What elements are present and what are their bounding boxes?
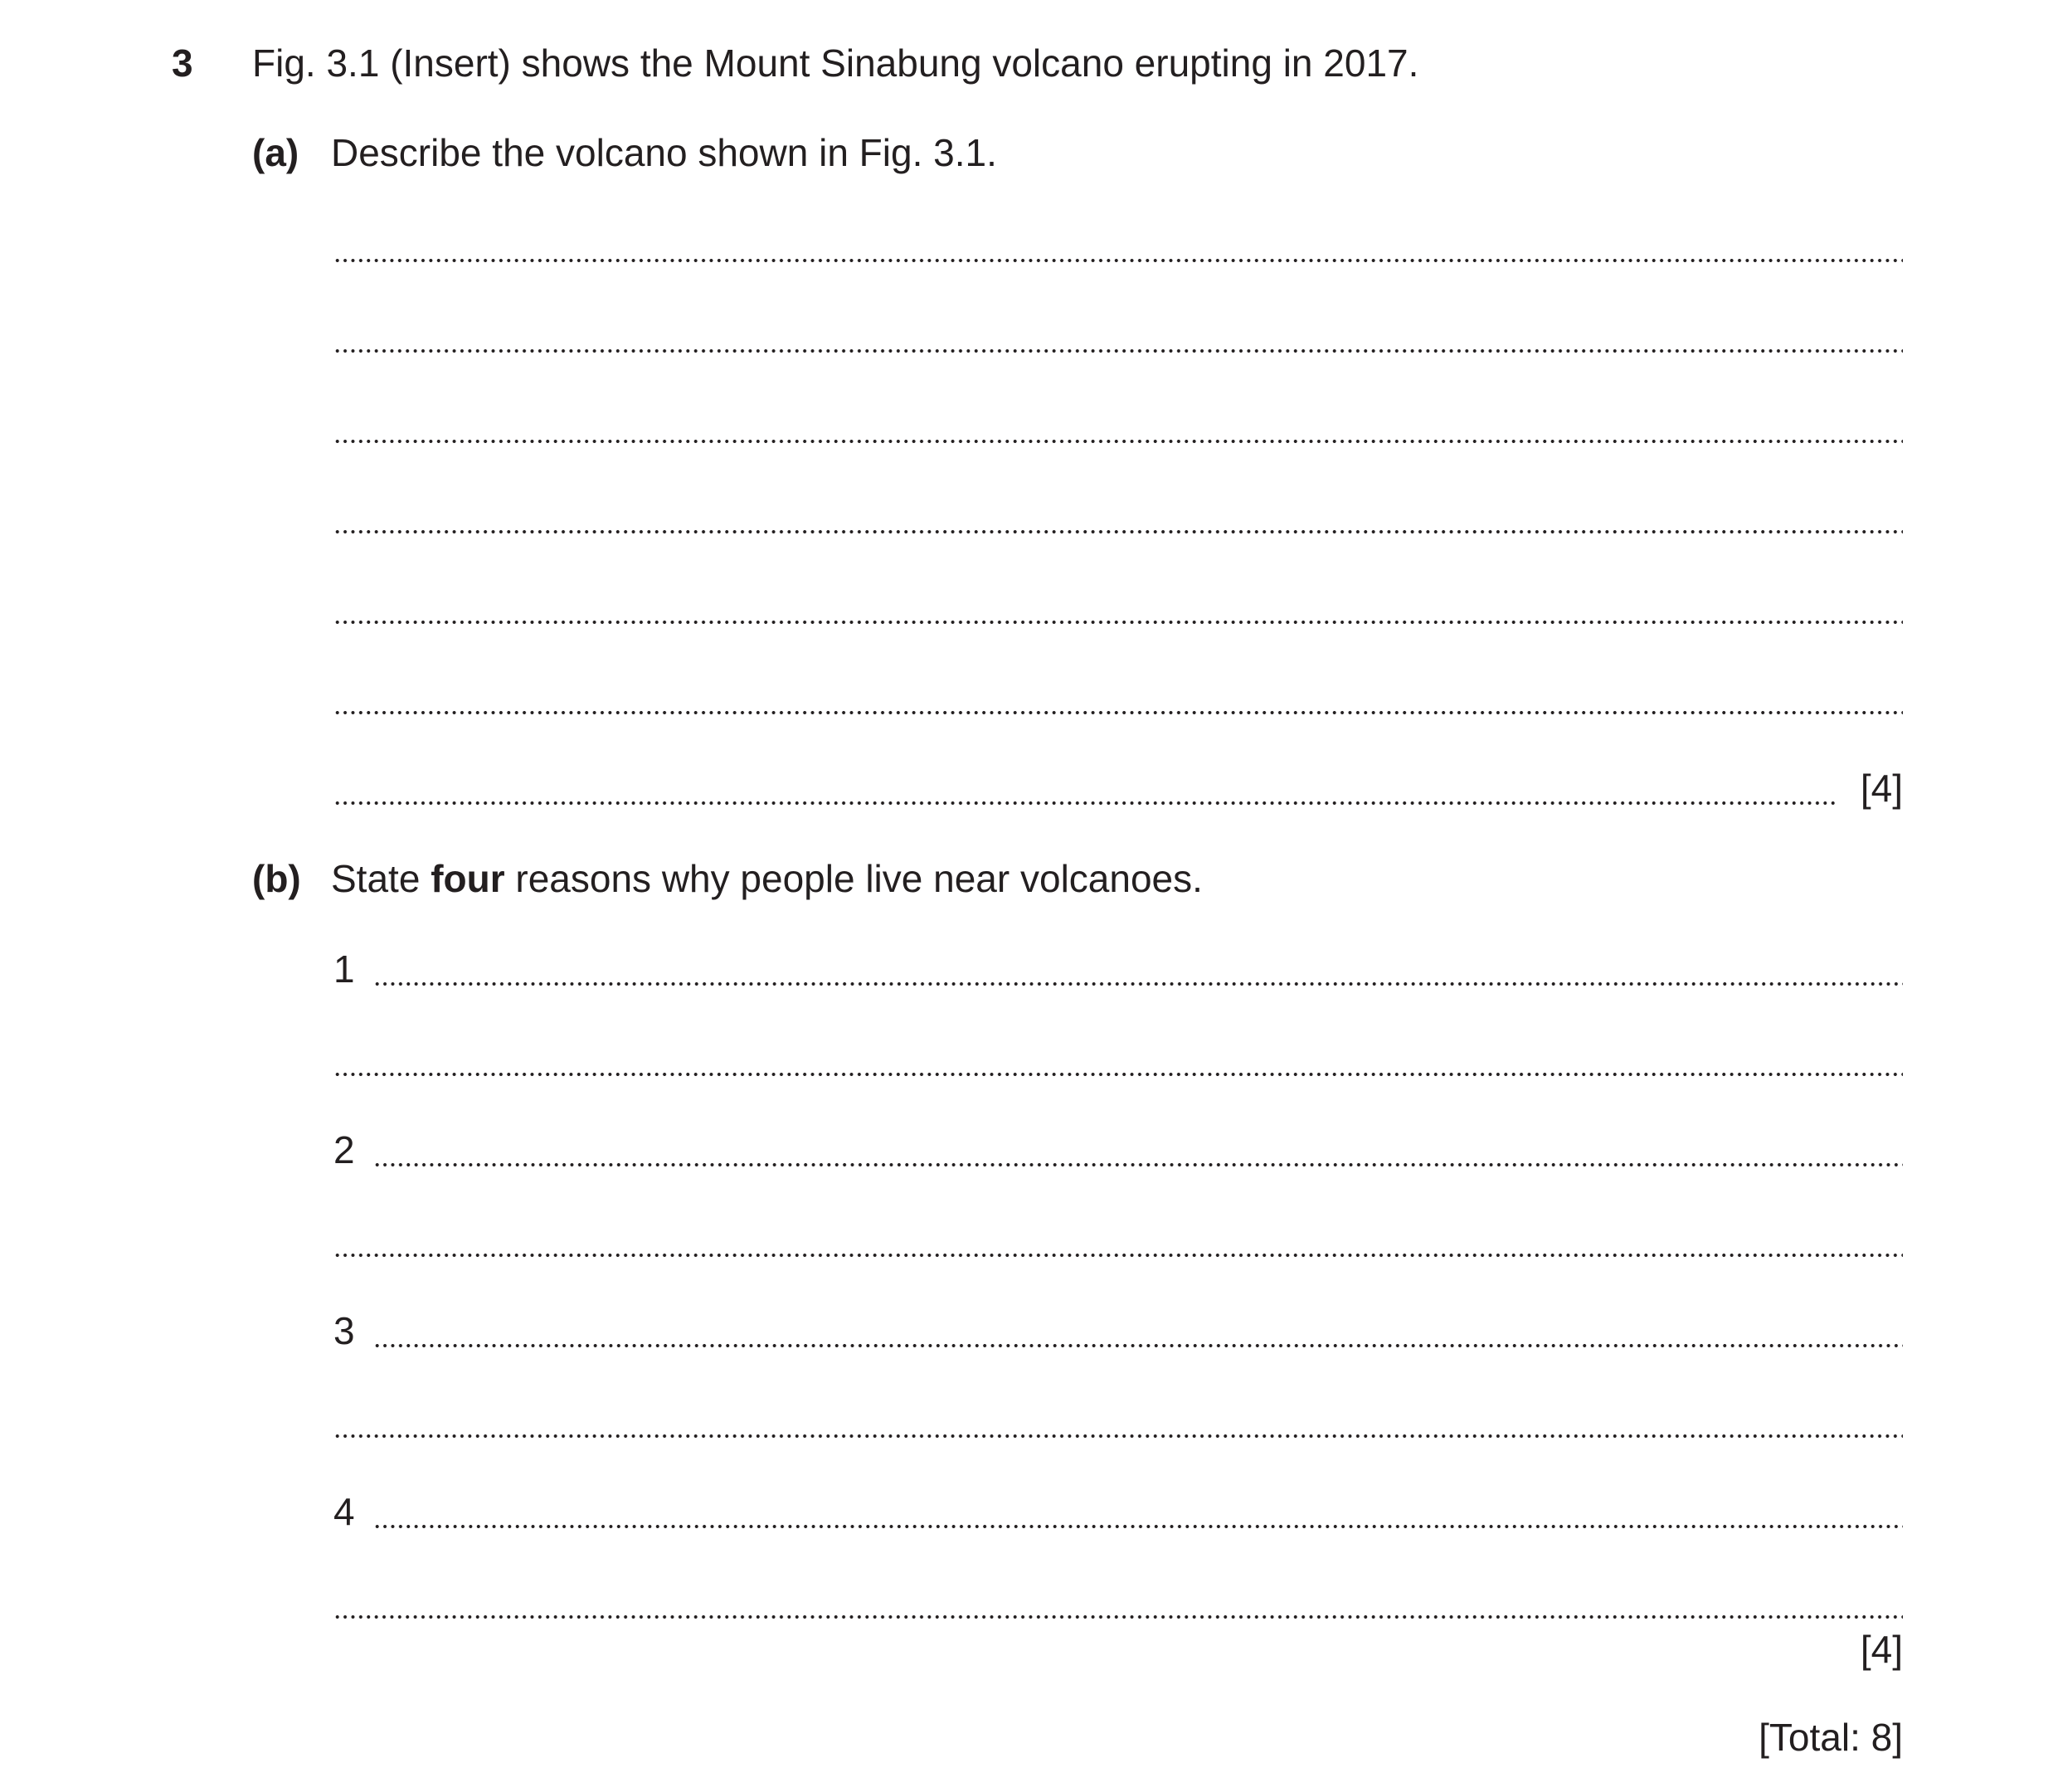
- dotted-line: [333, 530, 1903, 533]
- part-b-answer-line-3-continued[interactable]: [333, 1398, 1903, 1444]
- dotted-line: [333, 711, 1903, 714]
- dotted-line: [333, 1073, 1903, 1076]
- dotted-line: [333, 801, 1836, 805]
- question-stem: Fig. 3.1 (Insert) shows the Mount Sinabung volcano erupting in 2017.: [252, 41, 1419, 85]
- part-b-prompt: State four reasons why people live near volcanoes.: [331, 857, 1203, 900]
- dotted-line: [373, 982, 1903, 986]
- part-b-answer-line-1[interactable]: [333, 946, 1903, 992]
- part-b-answer-line-3[interactable]: [333, 1307, 1903, 1354]
- part-b-answer-line-4-continued[interactable]: [333, 1579, 1903, 1625]
- part-b-answer-line-4[interactable]: [333, 1488, 1903, 1535]
- dotted-line: [333, 621, 1903, 624]
- dotted-line: [333, 1254, 1903, 1257]
- part-a-label: (a): [252, 131, 299, 174]
- dotted-line: [333, 349, 1903, 353]
- emphasis-four: four: [431, 857, 505, 900]
- part-b-answer-line-2-continued[interactable]: [333, 1217, 1903, 1264]
- part-a-answer-line[interactable]: [333, 584, 1903, 631]
- part-a-answer-line[interactable]: [333, 765, 1903, 811]
- answer-number: 4: [333, 1490, 355, 1533]
- part-a-answer-line[interactable]: [333, 313, 1903, 359]
- part-b-answer-line-1-continued[interactable]: [333, 1036, 1903, 1083]
- dotted-line: [373, 1344, 1903, 1347]
- part-a-answer-line[interactable]: [333, 403, 1903, 450]
- part-a-answer-line[interactable]: [333, 494, 1903, 540]
- part-a-mark: [4]: [1860, 767, 1903, 810]
- part-b-label: (b): [252, 857, 301, 900]
- dotted-line: [373, 1525, 1903, 1528]
- dotted-line: [333, 259, 1903, 262]
- part-a-prompt: Describe the volcano shown in Fig. 3.1.: [331, 131, 997, 174]
- dotted-line: [333, 1615, 1903, 1619]
- dotted-line: [333, 1434, 1903, 1438]
- answer-number: 3: [333, 1309, 355, 1352]
- part-a-answer-line[interactable]: [333, 222, 1903, 269]
- answer-number: 1: [333, 947, 355, 991]
- part-b-mark: [4]: [1860, 1628, 1903, 1671]
- question-number: 3: [172, 41, 193, 85]
- part-a-answer-line[interactable]: [333, 674, 1903, 721]
- total-mark: [Total: 8]: [1759, 1716, 1903, 1759]
- part-b-answer-line-2[interactable]: [333, 1127, 1903, 1173]
- dotted-line: [373, 1163, 1903, 1166]
- dotted-line: [333, 440, 1903, 443]
- answer-number: 2: [333, 1128, 355, 1171]
